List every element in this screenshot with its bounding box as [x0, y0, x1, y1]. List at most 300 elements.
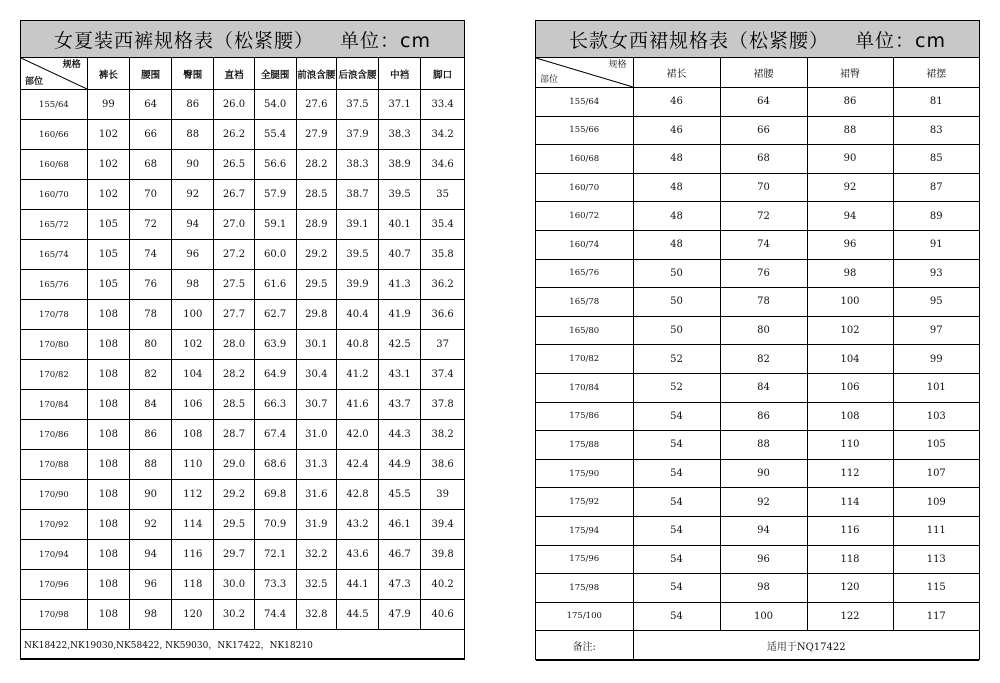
- measure-cell: 54: [633, 574, 720, 603]
- measure-cell: 108: [87, 360, 129, 390]
- table-row: [536, 173, 979, 202]
- size-cell: 165/74: [21, 240, 87, 270]
- measure-cell: 118: [807, 545, 893, 574]
- column-header: 直裆: [214, 58, 254, 90]
- measure-cell: 54: [633, 459, 720, 488]
- measure-cell: 72: [129, 210, 171, 240]
- measure-cell: 52: [633, 345, 720, 374]
- measure-cell: 83: [893, 116, 979, 145]
- measure-cell: 72.1: [254, 540, 296, 570]
- measure-cell: 39: [421, 480, 464, 510]
- size-cell: 175/88: [536, 431, 633, 460]
- size-cell: 175/96: [536, 545, 633, 574]
- trousers-unit-text: 单位：cm: [340, 29, 431, 52]
- column-header: 全腿围: [254, 58, 296, 90]
- measure-cell: 38.2: [421, 420, 464, 450]
- measure-cell: 54: [633, 402, 720, 431]
- size-cell: 175/86: [536, 402, 633, 431]
- measure-cell: 29.2: [214, 480, 254, 510]
- table-row: [21, 90, 464, 120]
- column-header: 前浪含腰: [296, 58, 336, 90]
- size-cell: 160/70: [536, 173, 633, 202]
- size-cell: 155/64: [21, 90, 87, 120]
- column-header: 后浪含腰: [336, 58, 378, 90]
- measure-cell: 28.2: [296, 150, 336, 180]
- measure-cell: 67.4: [254, 420, 296, 450]
- measure-cell: 111: [893, 516, 979, 545]
- table-row: [536, 88, 979, 117]
- table-row: [536, 145, 979, 174]
- measure-cell: 36.2: [421, 270, 464, 300]
- measure-cell: 28.5: [296, 180, 336, 210]
- size-cell: 165/76: [536, 259, 633, 288]
- size-cell: 170/90: [21, 480, 87, 510]
- table-row: [21, 270, 464, 300]
- measure-cell: 41.3: [379, 270, 421, 300]
- size-cell: 175/92: [536, 488, 633, 517]
- size-cell: 160/68: [536, 145, 633, 174]
- style-codes-row: [21, 630, 464, 659]
- measure-cell: 47.3: [379, 570, 421, 600]
- measure-cell: 85: [893, 145, 979, 174]
- measure-cell: 39.8: [421, 540, 464, 570]
- table-row: [536, 116, 979, 145]
- measure-cell: 42.4: [336, 450, 378, 480]
- measure-cell: 108: [87, 300, 129, 330]
- measure-cell: 108: [172, 420, 214, 450]
- measure-cell: 38.7: [336, 180, 378, 210]
- size-cell: 170/78: [21, 300, 87, 330]
- measure-cell: 78: [720, 288, 807, 317]
- measure-cell: 48: [633, 145, 720, 174]
- measure-cell: 55.4: [254, 120, 296, 150]
- measure-cell: 105: [87, 210, 129, 240]
- measure-cell: 108: [87, 420, 129, 450]
- table-row: [536, 488, 979, 517]
- measure-cell: 27.5: [214, 270, 254, 300]
- size-cell: 170/80: [21, 330, 87, 360]
- note-label: 备注:: [536, 631, 633, 661]
- size-cell: 170/82: [536, 345, 633, 374]
- table-row: [536, 602, 979, 631]
- measure-cell: 112: [172, 480, 214, 510]
- measure-cell: 44.9: [379, 450, 421, 480]
- measure-cell: 92: [172, 180, 214, 210]
- measure-cell: 32.8: [296, 600, 336, 630]
- size-cell: 170/84: [21, 390, 87, 420]
- measure-cell: 40.4: [336, 300, 378, 330]
- measure-cell: 112: [807, 459, 893, 488]
- table-row: [536, 431, 979, 460]
- measure-cell: 37.8: [421, 390, 464, 420]
- corner-part-label: 部位: [25, 77, 44, 87]
- measure-cell: 41.6: [336, 390, 378, 420]
- measure-cell: 27.2: [214, 240, 254, 270]
- size-cell: 165/80: [536, 316, 633, 345]
- measure-cell: 68: [129, 150, 171, 180]
- measure-cell: 108: [807, 402, 893, 431]
- measure-cell: 45.5: [379, 480, 421, 510]
- measure-cell: 42.0: [336, 420, 378, 450]
- size-cell: 170/88: [21, 450, 87, 480]
- corner-spec-label: 规格: [608, 60, 627, 70]
- measure-cell: 46.7: [379, 540, 421, 570]
- measure-cell: 39.5: [379, 180, 421, 210]
- measure-cell: 54.0: [254, 90, 296, 120]
- measure-cell: 44.3: [379, 420, 421, 450]
- measure-cell: 70: [129, 180, 171, 210]
- measure-cell: 108: [87, 570, 129, 600]
- table-row: [536, 402, 979, 431]
- measure-cell: 72: [720, 202, 807, 231]
- measure-cell: 32.5: [296, 570, 336, 600]
- measure-cell: 40.1: [379, 210, 421, 240]
- table-row: [21, 360, 464, 390]
- column-header: 臀围: [172, 58, 214, 90]
- table-row: [21, 480, 464, 510]
- measure-cell: 117: [893, 602, 979, 631]
- measure-cell: 76: [720, 259, 807, 288]
- table-row: [21, 540, 464, 570]
- measure-cell: 28.7: [214, 420, 254, 450]
- measure-cell: 108: [87, 480, 129, 510]
- trousers-size-table: [21, 58, 464, 659]
- measure-cell: 102: [87, 180, 129, 210]
- measure-cell: 106: [172, 390, 214, 420]
- measure-cell: 41.2: [336, 360, 378, 390]
- corner-spec-label: 规格: [62, 60, 81, 70]
- measure-cell: 116: [172, 540, 214, 570]
- measure-cell: 57.9: [254, 180, 296, 210]
- measure-cell: 110: [807, 431, 893, 460]
- measure-cell: 39.4: [421, 510, 464, 540]
- column-header: 裤长: [87, 58, 129, 90]
- measure-cell: 114: [172, 510, 214, 540]
- size-cell: 170/98: [21, 600, 87, 630]
- measure-cell: 31.6: [296, 480, 336, 510]
- measure-cell: 98: [129, 600, 171, 630]
- measure-cell: 37: [421, 330, 464, 360]
- measure-cell: 32.2: [296, 540, 336, 570]
- measure-cell: 116: [807, 516, 893, 545]
- measure-cell: 86: [807, 88, 893, 117]
- measure-cell: 108: [87, 600, 129, 630]
- measure-cell: 74.4: [254, 600, 296, 630]
- measure-cell: 107: [893, 459, 979, 488]
- trousers-spec-sheet: [20, 20, 465, 660]
- measure-cell: 97: [893, 316, 979, 345]
- measure-cell: 98: [172, 270, 214, 300]
- measure-cell: 39.1: [336, 210, 378, 240]
- measure-cell: 43.2: [336, 510, 378, 540]
- measure-cell: 104: [807, 345, 893, 374]
- measure-cell: 120: [807, 574, 893, 603]
- measure-cell: 106: [807, 373, 893, 402]
- measure-cell: 69.8: [254, 480, 296, 510]
- column-header: 裙摆: [893, 58, 979, 88]
- measure-cell: 98: [807, 259, 893, 288]
- measure-cell: 30.0: [214, 570, 254, 600]
- table-row: [536, 316, 979, 345]
- table-row: [21, 390, 464, 420]
- column-header: 腰围: [129, 58, 171, 90]
- measure-cell: 98: [720, 574, 807, 603]
- measure-cell: 37.9: [336, 120, 378, 150]
- measure-cell: 34.2: [421, 120, 464, 150]
- measure-cell: 28.0: [214, 330, 254, 360]
- measure-cell: 59.1: [254, 210, 296, 240]
- table-row: [21, 570, 464, 600]
- measure-cell: 27.6: [296, 90, 336, 120]
- measure-cell: 88: [807, 116, 893, 145]
- measure-cell: 84: [720, 373, 807, 402]
- measure-cell: 90: [720, 459, 807, 488]
- size-cell: 165/72: [21, 210, 87, 240]
- size-cell: 170/82: [21, 360, 87, 390]
- measure-cell: 66: [129, 120, 171, 150]
- table-row: [21, 120, 464, 150]
- measure-cell: 43.1: [379, 360, 421, 390]
- measure-cell: 48: [633, 230, 720, 259]
- table-row: [21, 330, 464, 360]
- table-row: [21, 420, 464, 450]
- measure-cell: 29.0: [214, 450, 254, 480]
- measure-cell: 50: [633, 288, 720, 317]
- measure-cell: 100: [720, 602, 807, 631]
- measure-cell: 46: [633, 88, 720, 117]
- table-row: [21, 180, 464, 210]
- size-cell: 160/68: [21, 150, 87, 180]
- measure-cell: 54: [633, 488, 720, 517]
- measure-cell: 42.5: [379, 330, 421, 360]
- size-cell: 170/92: [21, 510, 87, 540]
- measure-cell: 96: [807, 230, 893, 259]
- measure-cell: 94: [720, 516, 807, 545]
- measure-cell: 99: [87, 90, 129, 120]
- measure-cell: 54: [633, 516, 720, 545]
- measure-cell: 37.5: [336, 90, 378, 120]
- trousers-header-row: [21, 58, 464, 90]
- measure-cell: 105: [87, 270, 129, 300]
- size-cell: 170/86: [21, 420, 87, 450]
- measure-cell: 110: [172, 450, 214, 480]
- measure-cell: 38.6: [421, 450, 464, 480]
- measure-cell: 66: [720, 116, 807, 145]
- size-cell: 170/96: [21, 570, 87, 600]
- skirt-header-row: [536, 58, 979, 88]
- measure-cell: 42.8: [336, 480, 378, 510]
- size-cell: 170/84: [536, 373, 633, 402]
- measure-cell: 92: [807, 173, 893, 202]
- measure-cell: 61.6: [254, 270, 296, 300]
- measure-cell: 39.5: [336, 240, 378, 270]
- measure-cell: 120: [172, 600, 214, 630]
- measure-cell: 80: [720, 316, 807, 345]
- measure-cell: 40.2: [421, 570, 464, 600]
- measure-cell: 31.3: [296, 450, 336, 480]
- measure-cell: 37.4: [421, 360, 464, 390]
- size-cell: 165/78: [536, 288, 633, 317]
- measure-cell: 50: [633, 259, 720, 288]
- measure-cell: 88: [129, 450, 171, 480]
- skirt-unit-text: 单位：cm: [855, 29, 946, 52]
- skirt-size-table: [536, 58, 979, 661]
- skirt-title-text: 长款女西裙规格表（松紧腰）: [569, 29, 830, 52]
- measure-cell: 64: [720, 88, 807, 117]
- size-cell: 175/90: [536, 459, 633, 488]
- size-cell: 175/94: [536, 516, 633, 545]
- spec-corner-cell: [536, 58, 633, 88]
- measure-cell: 92: [720, 488, 807, 517]
- measure-cell: 60.0: [254, 240, 296, 270]
- measure-cell: 28.2: [214, 360, 254, 390]
- measure-cell: 108: [87, 540, 129, 570]
- size-cell: 175/98: [536, 574, 633, 603]
- measure-cell: 73.3: [254, 570, 296, 600]
- measure-cell: 39.9: [336, 270, 378, 300]
- measure-cell: 95: [893, 288, 979, 317]
- measure-cell: 105: [893, 431, 979, 460]
- measure-cell: 86: [129, 420, 171, 450]
- table-row: [536, 574, 979, 603]
- table-row: [536, 373, 979, 402]
- measure-cell: 40.6: [421, 600, 464, 630]
- measure-cell: 90: [172, 150, 214, 180]
- table-row: [536, 230, 979, 259]
- measure-cell: 108: [87, 330, 129, 360]
- measure-cell: 70: [720, 173, 807, 202]
- measure-cell: 118: [172, 570, 214, 600]
- table-row: [21, 150, 464, 180]
- measure-cell: 94: [807, 202, 893, 231]
- measure-cell: 108: [87, 450, 129, 480]
- measure-cell: 90: [129, 480, 171, 510]
- measure-cell: 54: [633, 545, 720, 574]
- table-row: [536, 459, 979, 488]
- measure-cell: 38.9: [379, 150, 421, 180]
- measure-cell: 80: [129, 330, 171, 360]
- table-row: [536, 545, 979, 574]
- measure-cell: 43.6: [336, 540, 378, 570]
- measure-cell: 28.5: [214, 390, 254, 420]
- measure-cell: 48: [633, 202, 720, 231]
- size-cell: 155/64: [536, 88, 633, 117]
- measure-cell: 46.1: [379, 510, 421, 540]
- measure-cell: 40.8: [336, 330, 378, 360]
- measure-cell: 46: [633, 116, 720, 145]
- measure-cell: 33.4: [421, 90, 464, 120]
- measure-cell: 81: [893, 88, 979, 117]
- measure-cell: 26.5: [214, 150, 254, 180]
- measure-cell: 89: [893, 202, 979, 231]
- measure-cell: 90: [807, 145, 893, 174]
- table-row: [21, 300, 464, 330]
- measure-cell: 96: [172, 240, 214, 270]
- measure-cell: 30.2: [214, 600, 254, 630]
- note-value: 适用于NQ17422: [633, 631, 979, 661]
- style-codes-text: NK18422,NK19030,NK58422, NK59030，NK17422，NK18210: [21, 630, 464, 659]
- measure-cell: 113: [893, 545, 979, 574]
- corner-part-label: 部位: [540, 75, 559, 85]
- measure-cell: 26.0: [214, 90, 254, 120]
- size-cell: 160/72: [536, 202, 633, 231]
- size-cell: 160/74: [536, 230, 633, 259]
- measure-cell: 91: [893, 230, 979, 259]
- measure-cell: 78: [129, 300, 171, 330]
- measure-cell: 30.7: [296, 390, 336, 420]
- measure-cell: 94: [129, 540, 171, 570]
- measure-cell: 26.7: [214, 180, 254, 210]
- measure-cell: 29.8: [296, 300, 336, 330]
- measure-cell: 87: [893, 173, 979, 202]
- measure-cell: 76: [129, 270, 171, 300]
- measure-cell: 64: [129, 90, 171, 120]
- measure-cell: 108: [87, 510, 129, 540]
- measure-cell: 54: [633, 602, 720, 631]
- table-row: [21, 210, 464, 240]
- measure-cell: 52: [633, 373, 720, 402]
- measure-cell: 93: [893, 259, 979, 288]
- measure-cell: 40.7: [379, 240, 421, 270]
- measure-cell: 41.9: [379, 300, 421, 330]
- measure-cell: 114: [807, 488, 893, 517]
- measure-cell: 96: [129, 570, 171, 600]
- measure-cell: 63.9: [254, 330, 296, 360]
- measure-cell: 38.3: [379, 120, 421, 150]
- measure-cell: 66.3: [254, 390, 296, 420]
- measure-cell: 102: [807, 316, 893, 345]
- measure-cell: 27.9: [296, 120, 336, 150]
- measure-cell: 109: [893, 488, 979, 517]
- measure-cell: 92: [129, 510, 171, 540]
- measure-cell: 35: [421, 180, 464, 210]
- measure-cell: 96: [720, 545, 807, 574]
- table-row: [536, 259, 979, 288]
- size-cell: 155/66: [536, 116, 633, 145]
- measure-cell: 115: [893, 574, 979, 603]
- measure-cell: 29.5: [296, 270, 336, 300]
- measure-cell: 64.9: [254, 360, 296, 390]
- measure-cell: 30.4: [296, 360, 336, 390]
- measure-cell: 74: [129, 240, 171, 270]
- table-row: [21, 600, 464, 630]
- spec-corner-cell: [21, 58, 87, 90]
- measure-cell: 102: [172, 330, 214, 360]
- measure-cell: 101: [893, 373, 979, 402]
- table-row: [536, 202, 979, 231]
- measure-cell: 31.0: [296, 420, 336, 450]
- measure-cell: 62.7: [254, 300, 296, 330]
- size-cell: 170/94: [21, 540, 87, 570]
- measure-cell: 30.1: [296, 330, 336, 360]
- measure-cell: 84: [129, 390, 171, 420]
- column-header: 裙长: [633, 58, 720, 88]
- trousers-table-title: [21, 21, 464, 58]
- measure-cell: 54: [633, 431, 720, 460]
- measure-cell: 48: [633, 173, 720, 202]
- table-row: [536, 345, 979, 374]
- table-row: [536, 516, 979, 545]
- measure-cell: 44.1: [336, 570, 378, 600]
- column-header: 裙臀: [807, 58, 893, 88]
- size-cell: 165/76: [21, 270, 87, 300]
- measure-cell: 50: [633, 316, 720, 345]
- measure-cell: 29.2: [296, 240, 336, 270]
- measure-cell: 36.6: [421, 300, 464, 330]
- measure-cell: 94: [172, 210, 214, 240]
- measure-cell: 34.6: [421, 150, 464, 180]
- measure-cell: 103: [893, 402, 979, 431]
